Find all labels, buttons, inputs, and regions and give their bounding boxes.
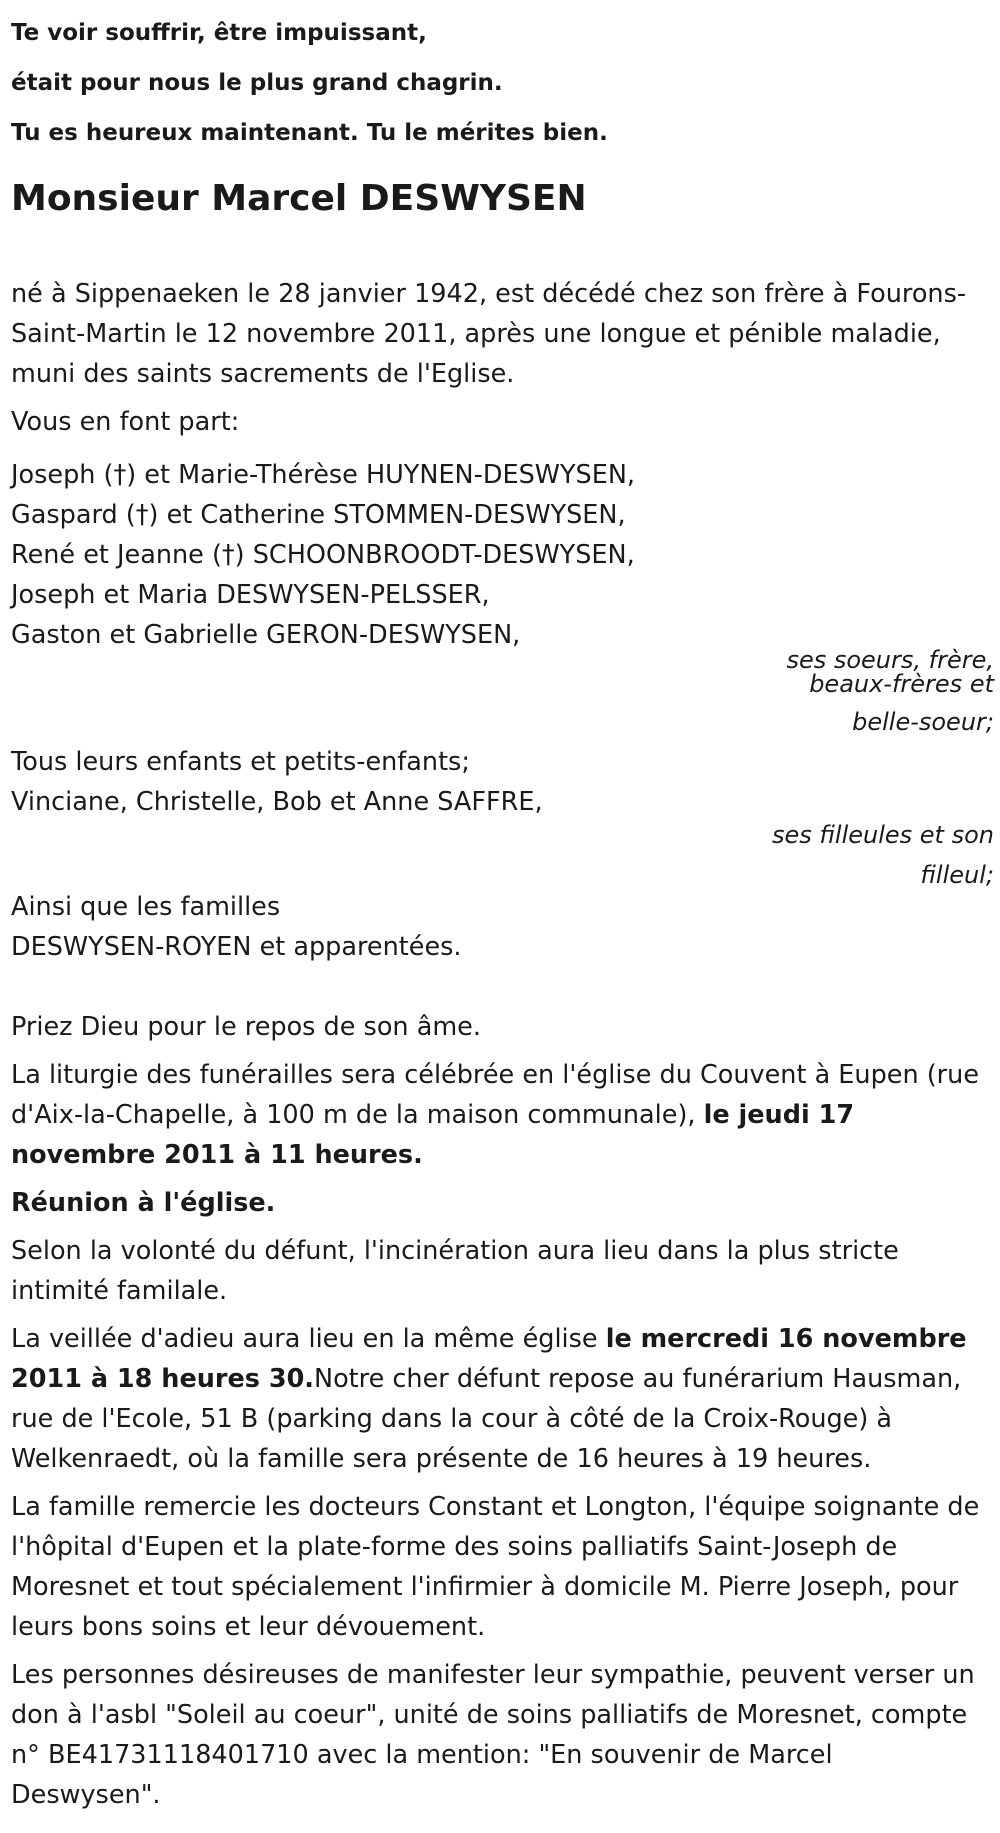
- family-line-3: René et Jeanne (†) SCHOONBROODT-DESWYSEN,: [11, 540, 635, 570]
- wake-text: La veillée d'adieu aura lieu en la même église: [11, 1324, 606, 1354]
- deceased-name: Monsieur Marcel DESWYSEN: [11, 178, 587, 219]
- intro-paragraph: [11, 274, 986, 450]
- wake-rest: Notre cher défunt repose au funérarium Hausman, rue de l'Ecole, 51 B (parking dans la cour à côté de la Croix-Rouge) à Welkenraedt, où la famille sera présente de 16 heures à 19 heures.: [11, 1364, 962, 1474]
- liturgy-paragraph: [11, 1055, 986, 1175]
- ceremony-section: [11, 1007, 986, 1823]
- children-note-line-1: ses filleules et son: [772, 821, 994, 849]
- liturgy-date: le jeudi 17 novembre 2011 à 11 heures.: [11, 1100, 855, 1170]
- children-line-2: Vinciane, Christelle, Bob et Anne SAFFRE,: [11, 787, 543, 817]
- families-block: [11, 887, 462, 967]
- family-line-4: Joseph et Maria DESWYSEN-PELSSER,: [11, 580, 490, 610]
- announce-text: Vous en font part:: [11, 407, 240, 437]
- liturgy-text: La liturgie des funérailles sera célébrée en l'église du Couvent à Eupen (rue d'Aix-la-Chapelle, à 100 m de la maison communale),: [11, 1060, 980, 1130]
- family-line-2: Gaspard (†) et Catherine STOMMEN-DESWYSEN,: [11, 500, 626, 530]
- family-note-line-3: belle-soeur;: [852, 708, 994, 736]
- children-note-line-2: filleul;: [920, 861, 994, 889]
- wake-date: le mercredi 16 novembre 2011 à 18 heures 30.: [11, 1324, 967, 1394]
- family-list: [11, 455, 635, 655]
- reunion-text: Réunion à l'église.: [11, 1188, 276, 1218]
- intro-text: né à Sippenaeken le 28 janvier 1942, est décédé chez son frère à Fourons-Saint-Martin le 12 novembre 2011, après une longue et pénible maladie, muni des saints sacrements de l'Eglise.: [11, 279, 967, 389]
- children-list: [11, 742, 543, 822]
- thanks-text: La famille remercie les docteurs Constant et Longton, l'équipe soignante de l'hôpital d'Eupen et la plate-forme des soins palliatifs Saint-Joseph de Moresnet et tout spécialement l'infirmier à domicile M. Pierre Joseph, pour leurs bons soins et leur dévouement.: [11, 1492, 980, 1642]
- children-line-1: Tous leurs enfants et petits-enfants;: [11, 747, 470, 777]
- incineration-text: Selon la volonté du défunt, l'incinération aura lieu dans la plus stricte intimité familale.: [11, 1236, 899, 1306]
- poem-line-1: Te voir souffrir, être impuissant,: [11, 20, 427, 46]
- family-note-line-1: ses soeurs, frère,: [786, 646, 994, 674]
- family-note-line-2: beaux-frères et: [809, 670, 994, 698]
- poem: [11, 8, 608, 158]
- children-relation-note: [772, 815, 994, 895]
- prayer-text: Priez Dieu pour le repos de son âme.: [11, 1012, 481, 1042]
- poem-line-3: Tu es heureux maintenant. Tu le mérites bien.: [11, 120, 608, 146]
- wake-paragraph: [11, 1319, 986, 1479]
- family-line-1: Joseph (†) et Marie-Thérèse HUYNEN-DESWYSEN,: [11, 460, 636, 490]
- family-relation-note: [786, 648, 994, 734]
- family-line-5: Gaston et Gabrielle GERON-DESWYSEN,: [11, 620, 521, 650]
- families-line-1: Ainsi que les familles: [11, 892, 281, 922]
- poem-line-2: était pour nous le plus grand chagrin.: [11, 70, 503, 96]
- families-line-2: DESWYSEN-ROYEN et apparentées.: [11, 932, 462, 962]
- donation-text: Les personnes désireuses de manifester leur sympathie, peuvent verser un don à l'asbl "Soleil au coeur", unité de soins palliatifs de Moresnet, compte n° BE41731118401710 avec la mention: "En souvenir de Marcel Deswysen".: [11, 1660, 975, 1810]
